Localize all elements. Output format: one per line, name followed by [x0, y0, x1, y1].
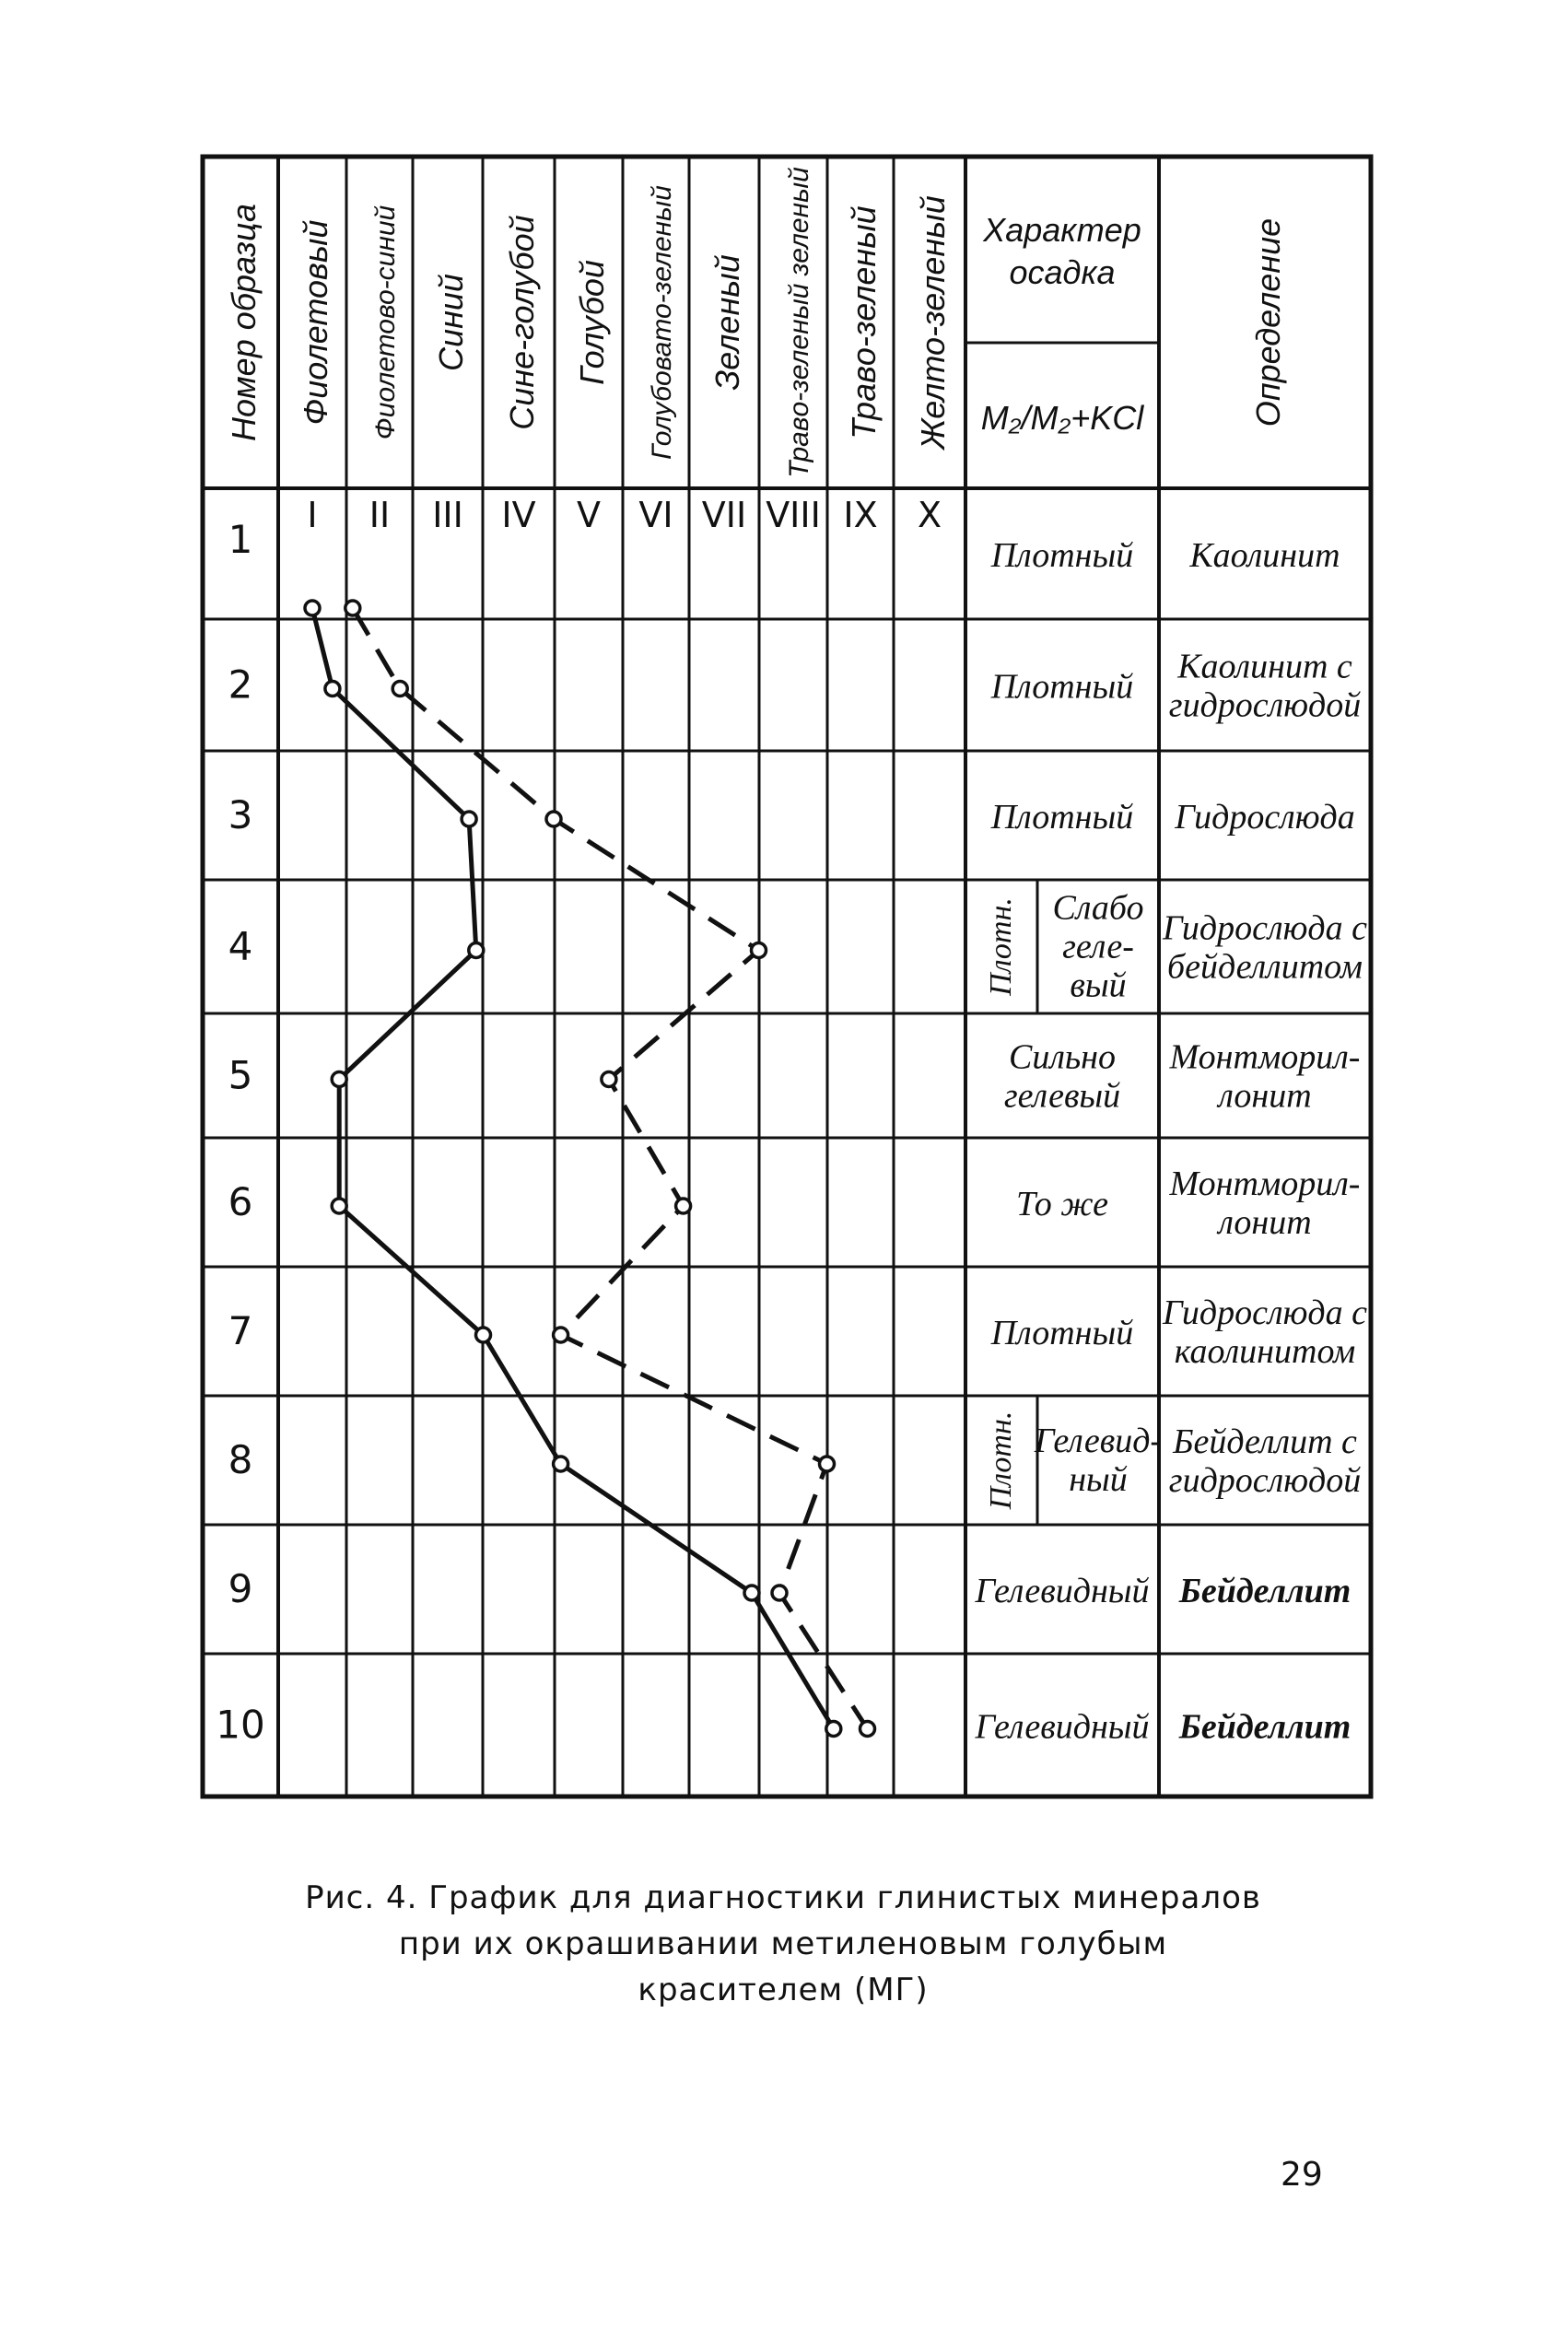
sediment-label: гелевый: [1003, 1076, 1121, 1116]
table-header: [225, 167, 1287, 535]
color-column-header: Травo-зеленый: [845, 205, 883, 439]
color-column-roman: I: [307, 495, 318, 535]
color-column-header: Голубовато-зеленый: [647, 185, 677, 460]
sediment-header-label: Характер: [983, 211, 1141, 249]
color-column-header: Фиолетово-синий: [370, 205, 401, 440]
color-column-header: Зеленый: [708, 254, 746, 391]
definition-label: лонит: [1218, 1076, 1312, 1116]
sample-number: 6: [228, 1179, 253, 1224]
sediment-label: То же: [1016, 1185, 1108, 1223]
series-dashed-point: [546, 812, 561, 826]
color-column-header: Фиолетовый: [297, 219, 334, 426]
sediment-left-label: Плотн.: [984, 897, 1018, 996]
sediment-right-label: вый: [1070, 966, 1127, 1005]
color-column-roman: IV: [501, 495, 536, 535]
caption-line-2: при их окрашивании метиленовым голубым: [398, 1925, 1168, 1962]
series-solid-point: [469, 943, 484, 958]
row-header-label: Номер образца: [225, 203, 263, 442]
sample-number: 8: [228, 1437, 253, 1482]
series-solid-point: [826, 1722, 841, 1737]
sediment-right-label: ный: [1069, 1460, 1128, 1499]
definition-label: Гидрослюда с: [1163, 1293, 1367, 1332]
color-column-header: Синий: [432, 274, 470, 371]
sample-number: 10: [216, 1702, 265, 1748]
page-number: 29: [1281, 2156, 1323, 2194]
sediment-label: Гелевидный: [975, 1707, 1150, 1747]
series-dashed-point: [602, 1072, 616, 1087]
series-solid-line: [312, 608, 834, 1729]
sediment-right-label: геле-: [1062, 927, 1134, 966]
sediment-label: Плотный: [990, 536, 1134, 575]
sediment-subheader-label: M₂/M₂+KCl: [980, 399, 1144, 437]
sample-number: 9: [228, 1566, 253, 1611]
series-dashed-point: [772, 1586, 787, 1600]
sediment-label: Плотный: [990, 798, 1134, 837]
sediment-right-label: Слабо: [1052, 888, 1144, 928]
definition-label: Каолинит: [1189, 536, 1340, 575]
sediment-label: Гелевидный: [975, 1572, 1150, 1610]
sediment-right-label: Гелевид-: [1034, 1422, 1163, 1460]
caption-line-3: красителем (МГ): [638, 1972, 929, 2008]
series-dashed-point: [860, 1722, 875, 1737]
color-column-roman: X: [917, 495, 942, 535]
series-dashed-point: [554, 1328, 568, 1342]
sample-number: 5: [228, 1052, 253, 1098]
color-column-header: Сине-голубой: [503, 215, 541, 430]
sediment-label: Плотный: [990, 1314, 1134, 1352]
color-column-roman: VIII: [766, 495, 821, 535]
definition-label: Гидрослюда с: [1163, 908, 1367, 948]
definition-label: гидрослюдой: [1168, 1461, 1362, 1500]
color-column-header: Желто-зеленый: [914, 195, 952, 450]
definition-label: Бейделлит: [1178, 1707, 1352, 1747]
series-dashed-point: [345, 601, 360, 615]
series-solid-point: [325, 682, 340, 696]
color-column-header: Голубой: [573, 260, 611, 385]
series-solid-point: [305, 601, 320, 615]
definition-label: бейделлитом: [1167, 947, 1363, 987]
definition-label: Бейделлит с: [1173, 1422, 1357, 1461]
color-column-roman: VII: [701, 495, 747, 535]
series-solid-point: [476, 1328, 491, 1342]
definition-label: Бейделлит: [1178, 1572, 1352, 1610]
figure-caption: [184, 1875, 1382, 2013]
definition-label: Гидрослюда: [1175, 798, 1355, 837]
color-column-roman: II: [369, 495, 391, 535]
definition-label: Монтморил-: [1169, 1164, 1361, 1203]
series-solid-point: [744, 1586, 759, 1600]
series-dashed-point: [752, 943, 766, 958]
definition-label: Каолинит с: [1177, 647, 1352, 686]
sample-number: 7: [228, 1308, 253, 1353]
series-solid-point: [332, 1199, 346, 1213]
definition-label: Монтморил-: [1169, 1037, 1361, 1077]
sample-number: 2: [228, 661, 253, 708]
series-lines: [305, 601, 875, 1737]
sample-number: 4: [228, 923, 253, 969]
definition-label: лонит: [1218, 1203, 1312, 1242]
sediment-label: Плотный: [990, 667, 1134, 707]
color-column-roman: IX: [843, 495, 878, 535]
series-solid-point: [462, 812, 476, 826]
series-dashed-line: [353, 608, 868, 1729]
color-column-roman: III: [432, 495, 463, 535]
sediment-header-label: осадка: [1009, 253, 1116, 291]
series-dashed-point: [820, 1457, 835, 1471]
sediment-left-label: Плотн.: [984, 1410, 1018, 1510]
definition-header-label: Определение: [1249, 217, 1287, 427]
series-solid-point: [332, 1072, 346, 1087]
color-column-header: Травo-зеленый зеленый: [784, 167, 814, 478]
sediment-label: Сильно: [1008, 1037, 1117, 1077]
color-column-roman: VI: [638, 495, 673, 535]
sample-number: 1: [228, 517, 253, 562]
sample-number: 3: [228, 792, 253, 837]
color-column-roman: V: [577, 495, 601, 535]
caption-line-1: Рис. 4. График для диагностики глинистых минералов: [305, 1879, 1261, 1916]
series-dashed-point: [676, 1199, 691, 1213]
definition-label: каолинитом: [1174, 1332, 1356, 1371]
definition-label: гидрослюдой: [1168, 685, 1362, 725]
series-dashed-point: [392, 682, 407, 696]
series-solid-point: [554, 1457, 568, 1471]
